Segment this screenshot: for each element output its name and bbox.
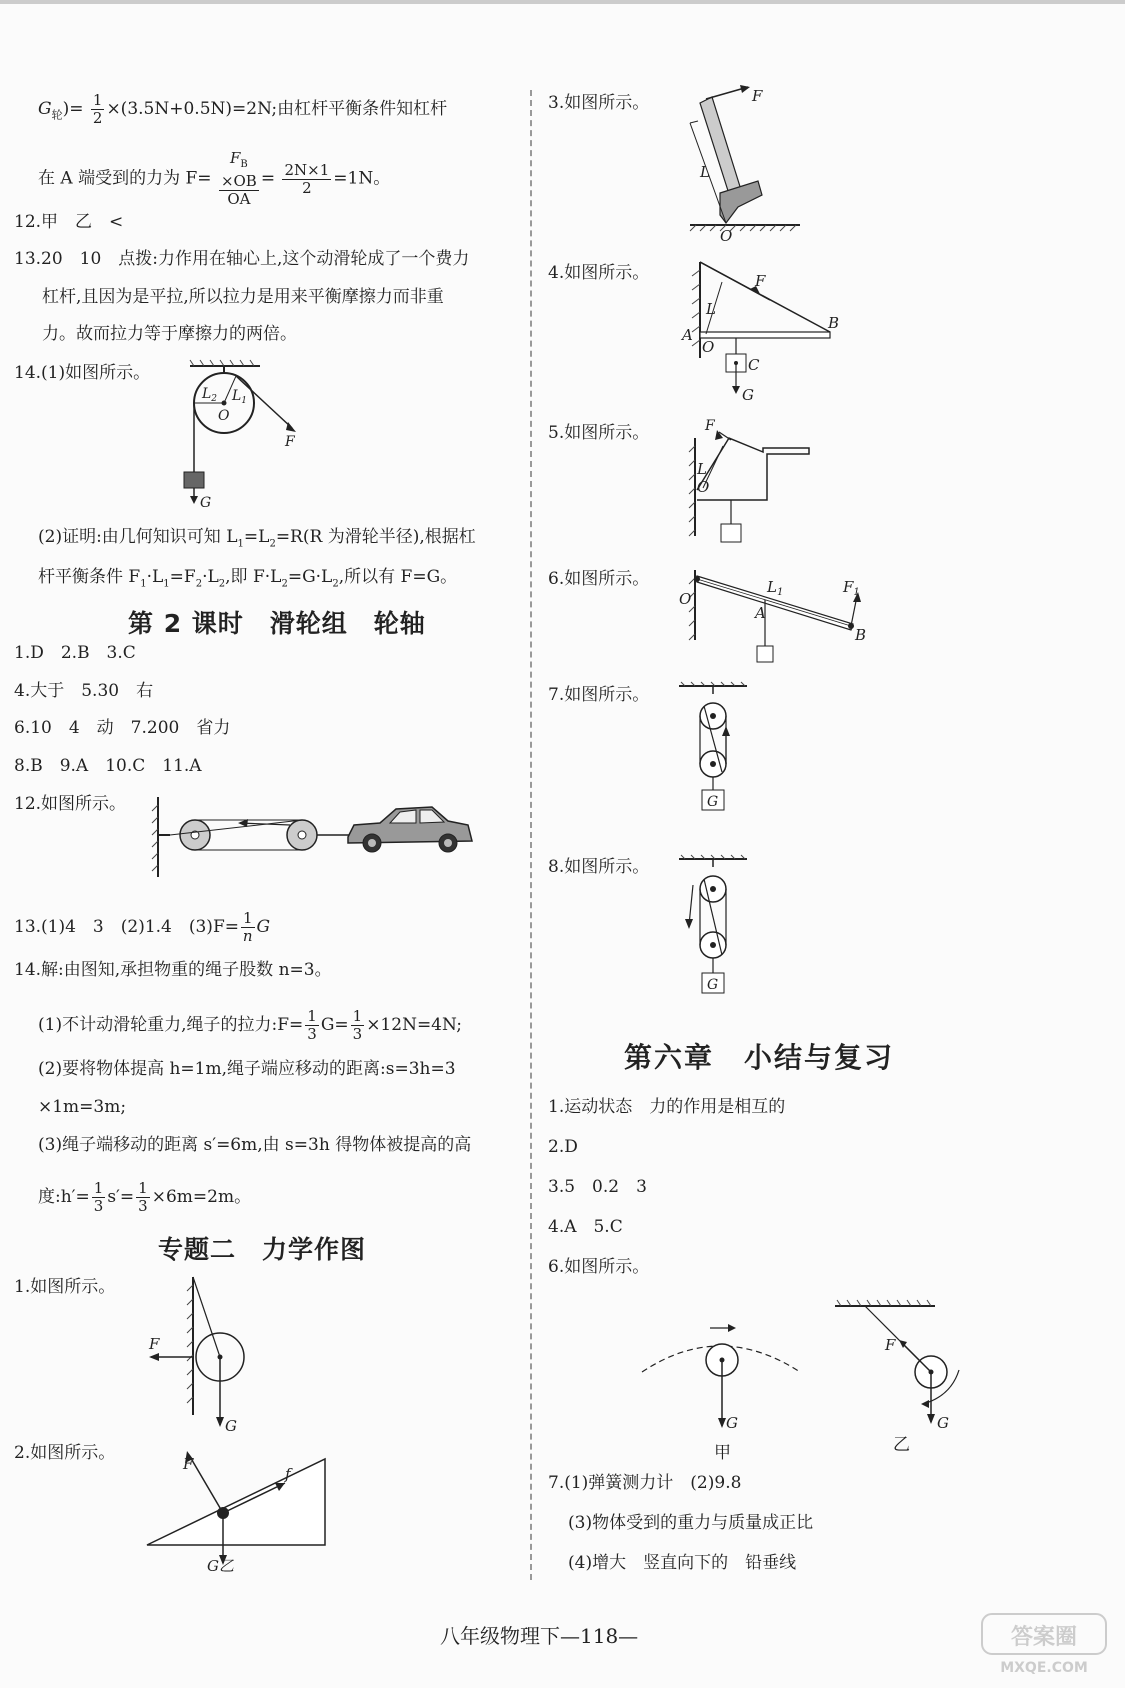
figure-ball-wall [145,1275,265,1435]
review-answer-1: 1.运动状态 力的作用是相互的 [548,1097,786,1117]
fraction [241,910,255,945]
numerator: 1 [352,1007,363,1025]
text: ×(3.5N+0.5N)=2N;由杠杆平衡条件知杠杆 [106,99,448,119]
label-F: F [149,1335,160,1353]
label-F1: $F_1$ [843,578,860,598]
label-F: F [285,434,295,450]
text: 2 [332,578,339,590]
label-L2: $L_2$ [202,386,218,404]
watermark-text: 答案圈 [1010,1625,1078,1650]
figure-pulley-block-7 [675,682,755,832]
text: =1N。 [333,168,391,189]
text: G [38,99,52,119]
denominator: OA [227,190,251,208]
text: (2)证明:由几何知识可知 L [38,527,238,547]
text: 2 [269,538,276,550]
figure-car-pulley [150,795,480,885]
label-G: G [726,1414,738,1432]
label-F: F [755,272,766,290]
chapter-title: 第六章 小结与复习 [624,1041,895,1074]
text: =F [169,567,196,587]
answer-b2: 2.如图所示。 [14,1443,116,1463]
figure-projectile-jia [640,1310,810,1470]
line-gwheel [38,92,447,127]
label-F: F [752,87,763,105]
top-edge [0,0,1125,4]
text: ×OB [220,172,257,190]
label-O: O [720,227,733,245]
answers-1-3: 1.D 2.B 3.C [14,643,136,663]
fraction [136,1180,150,1215]
answers-6-7: 6.10 4 动 7.200 省力 [14,718,231,738]
line-force-a [38,150,390,208]
text: G= [320,1015,349,1035]
answer-b1: 1.如图所示。 [14,1277,116,1297]
label-B: B [828,314,840,332]
text: ×12N=4N; [366,1015,462,1035]
answer-r5: 5.如图所示。 [548,423,650,443]
label-G: G [707,977,719,993]
answer-r7: 7.如图所示。 [548,685,650,705]
answer-13-line2: 杠杆,且因为是平拉,所以拉力是用来平衡摩擦力而非重 [42,287,444,307]
answer-14-3 [38,566,457,595]
label-F: F [183,1455,194,1473]
numerator: 2N×1 [284,160,330,179]
text: 轮 [51,108,63,122]
text: 2 [195,578,203,590]
label-L1: $L_1$ [232,388,248,406]
figure-incline [145,1445,335,1575]
label-yi: 乙 [893,1435,910,1455]
text: 2 [281,578,288,590]
answer-13-line3: 力。故而拉力等于摩擦力的两倍。 [42,324,297,344]
answer-14-part3-line2 [38,1180,251,1215]
label-C: C [748,356,760,374]
label-A: A [755,604,766,622]
answer-13-line1: 13.20 10 点拨:力作用在轴心上,这个动滑轮成了一个费力 [14,249,470,269]
text: 1 [140,578,147,590]
denominator: n [242,927,253,945]
fraction [305,1008,319,1043]
answer-r6: 6.如图所示。 [548,569,650,589]
answer-14-2 [38,526,476,555]
text: ×6m=2m。 [151,1187,252,1207]
answer-14-part3-line1: (3)绳子端移动的距离 s′=6m,由 s=3h 得物体被提高的高 [38,1135,472,1155]
text: 度:h′= [38,1187,90,1207]
text: =R(R 为滑轮半径),根据杠 [275,527,476,547]
answer-14-part1 [38,1008,462,1043]
label-F: F [705,418,715,434]
denominator: 3 [307,1025,317,1043]
numerator [219,150,259,191]
answer-14-solution: 14.解:由图知,承担物重的绳子股数 n=3。 [14,960,332,980]
text: 在 A 端受到的力为 F= [38,168,212,189]
review-answer-4-5: 4.A 5.C [548,1217,623,1237]
page-footer: 八年级物理下—118— [440,1624,639,1648]
label-jia: 甲 [714,1443,731,1463]
label-L1: $L_1$ [767,578,784,598]
review-answer-6: 6.如图所示。 [548,1257,650,1277]
label-L: L [700,163,710,181]
numerator: 1 [92,91,103,109]
text: 杆平衡条件 F [38,567,141,587]
text: ·L [146,567,164,587]
figure-pulley-block-8 [675,855,755,1015]
column-divider [530,90,532,1580]
text: (1)不计动滑轮重力,绳子的拉力:F= [38,1015,304,1035]
text: F [229,149,241,167]
text: =G·L [287,567,333,587]
watermark-url: MXQE.COM [1000,1660,1088,1676]
answer-12: 12.甲 乙 < [14,212,124,232]
text: = [260,168,276,189]
denominator: 3 [93,1197,104,1215]
label-G: G [937,1414,949,1432]
label-G-yi: G乙 [207,1557,234,1575]
label-A: A [682,326,693,344]
label-F: F [885,1336,896,1354]
figure-hammer [690,85,840,245]
fraction [91,92,105,127]
text: G [256,917,271,937]
label-O: O [697,478,710,496]
label-O: O [679,590,692,608]
section-title-pulley-system: 第 2 课时 滑轮组 轮轴 [128,609,426,638]
review-answer-7-4: (4)增大 竖直向下的 铅垂线 [568,1553,797,1573]
text: )= [62,99,84,119]
text: 2 [218,578,226,590]
answer-r4: 4.如图所示。 [548,263,650,283]
text: 13.(1)4 3 (2)1.4 (3)F= [14,917,239,937]
label-G: G [200,495,212,511]
fraction [351,1008,365,1043]
answer-r8: 8.如图所示。 [548,857,650,877]
denominator: 2 [92,109,103,127]
numerator: 1 [242,909,253,927]
text: B [240,159,248,170]
label-L: L [697,460,707,478]
answer-12-pulley: 12.如图所示。 [14,794,127,814]
denominator: 3 [138,1197,148,1215]
label-f: f [285,1465,291,1483]
text: =L [243,527,270,547]
text: 1 [163,578,170,590]
fraction [282,162,331,197]
numerator: 1 [307,1007,317,1025]
review-answer-3: 3.5 0.2 3 [548,1177,647,1197]
figure-bent-rod [675,418,835,548]
text: s′= [107,1187,135,1207]
fraction [219,150,259,208]
review-answer-7-1: 7.(1)弹簧测力计 (2)9.8 [548,1473,742,1493]
label-L: L [706,300,716,318]
text: 1 [237,538,244,550]
text: ,即 F·L [225,567,282,587]
text: ,所以有 F=G。 [338,567,458,587]
answers-4-5: 4.大于 5.30 右 [14,681,154,701]
label-B: B [855,626,867,644]
answer-r3: 3.如图所示。 [548,93,650,113]
label-G: G [707,794,719,810]
fraction [92,1180,106,1215]
figure-bracket [680,258,870,403]
review-answer-7-3: (3)物体受到的重力与质量成正比 [568,1513,814,1533]
label-O: O [218,408,230,424]
answers-8-11: 8.B 9.A 10.C 11.A [14,756,202,776]
watermark-logo [980,1610,1110,1680]
section-title-mechanics-drawing: 专题二 力学作图 [158,1235,367,1264]
figure-inclined-rod [675,568,875,668]
answer-14-part2-line1: (2)要将物体提高 h=1m,绳子端应移动的距离:s=3h=3 [38,1059,456,1079]
label-G: G [225,1417,237,1435]
denominator: 2 [302,178,312,197]
label-O: O [702,338,715,356]
denominator: 3 [352,1025,363,1043]
numerator: 1 [138,1179,148,1197]
numerator: 1 [93,1179,104,1197]
answer-14-1: 14.(1)如图所示。 [14,363,151,383]
figure-pendulum-yi [825,1296,985,1456]
answer-14-part2-line2: ×1m=3m; [38,1097,127,1117]
figure-pulley-14 [180,360,320,511]
text: ·L [202,567,219,587]
review-answer-2: 2.D [548,1137,578,1157]
answer-13-2 [14,910,270,945]
label-G: G [742,386,754,404]
